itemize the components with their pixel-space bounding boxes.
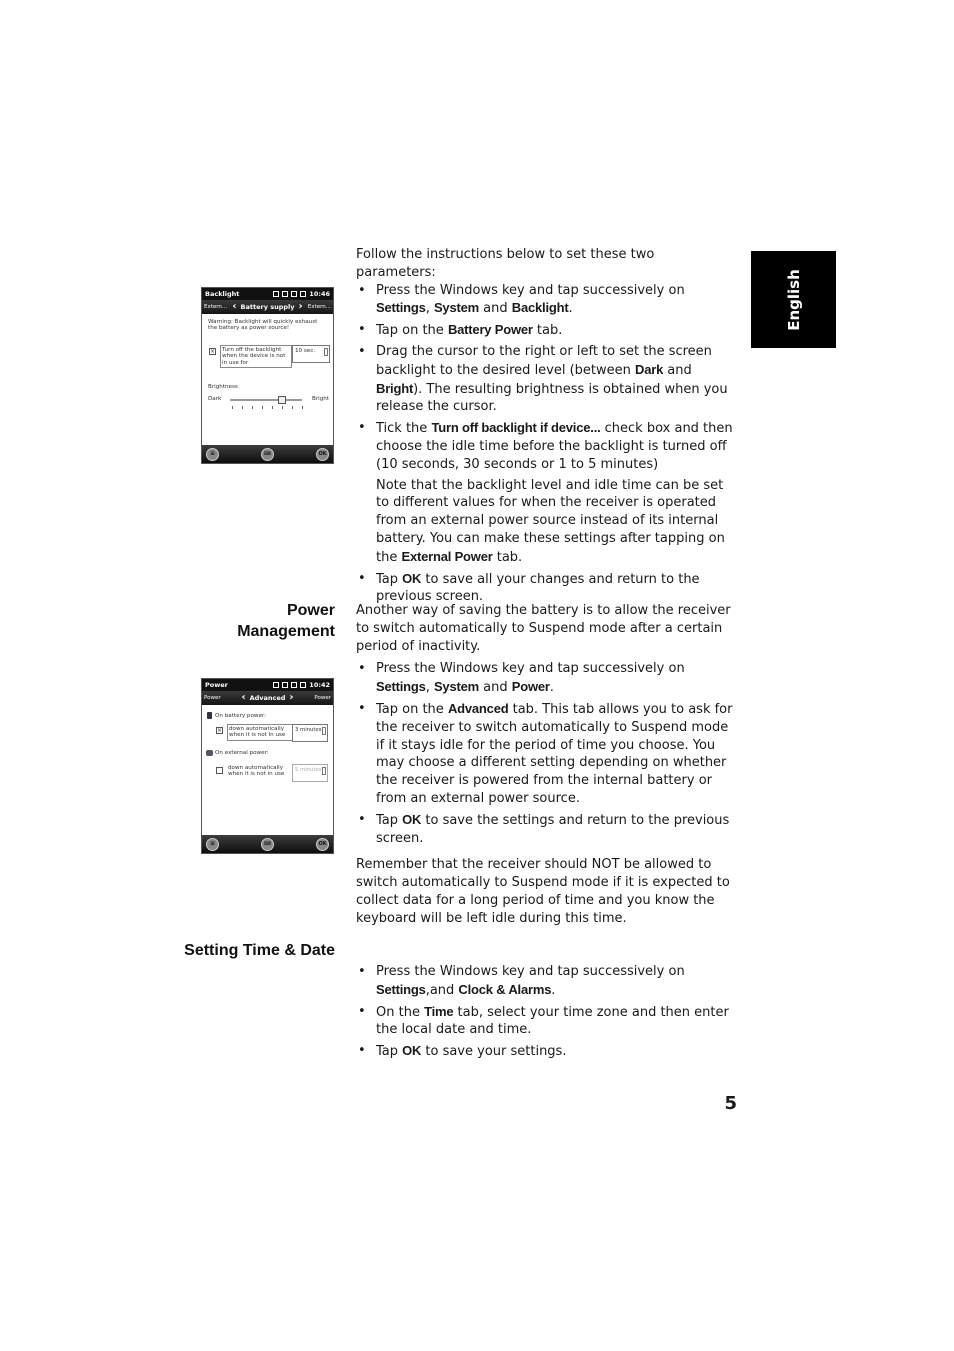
keyboard-icon[interactable]: ⌨ (261, 448, 274, 461)
list-item: • Drag the cursor to the right or left to set the screen backlight to the desired level (between Dark and Bright). The resulting brightness is obtained when you release the cursor. (356, 343, 736, 416)
battery-option-label: down automatically when it is not in use (227, 724, 293, 741)
plug-icon (206, 750, 213, 756)
windows-start-icon[interactable]: ⊞ (206, 838, 219, 851)
list-item: • Tap OK to save the settings and return to the previous screen. (356, 811, 736, 848)
connectivity-icon (273, 291, 279, 297)
chevron-left-icon[interactable]: ‹ (241, 692, 246, 703)
external-power-label: On external power: (215, 750, 269, 756)
screen-title: Backlight (205, 290, 240, 298)
volume-icon (291, 291, 297, 297)
bottom-bar (202, 835, 333, 853)
spinner-icon (322, 767, 326, 775)
language-tab (751, 251, 836, 348)
list-item: • Press the Windows key and tap successively on Settings, System and Power. (356, 660, 736, 697)
battery-icon (207, 712, 212, 719)
list-item: • Tick the Turn off backlight if device... check box and then choose the idle time before the backlight is turned off (10 seconds, 30 seconds or 1 to 5 minutes) Note that the backlight level and idle time can be set to different values for when the receiver is operated from an external power source instead of its internal battery. You can make these settings after tapping on the External Power tab. (356, 419, 736, 566)
keyboard-icon[interactable]: ⌨ (261, 838, 274, 851)
warning-text: Warning: Backlight will quickly exhaust the battery as power source! (208, 319, 318, 332)
slider-ticks (232, 406, 304, 409)
tab-advanced[interactable]: Advanced (249, 694, 286, 702)
language-tab-label: English (784, 268, 803, 331)
power-remember-note: Remember that the receiver should NOT be allowed to switch automatically to Suspend mode if it is expected to collect data for a long period of time and you know the keyboard will be left idle during this time. (356, 857, 730, 926)
status-bar (202, 679, 333, 691)
battery-icon (300, 682, 306, 688)
timeout-select[interactable] (292, 345, 330, 363)
power-steps (356, 660, 736, 847)
timeout-value: 10 sec. (295, 348, 316, 354)
tab-strip (202, 300, 333, 314)
brightness-slider-thumb[interactable] (278, 396, 286, 404)
battery-icon (300, 291, 306, 297)
clock-time: 10:42 (309, 681, 330, 689)
spinner-icon (322, 727, 326, 735)
external-timeout-value: 5 minutes (295, 767, 322, 773)
windows-start-icon[interactable]: ⊞ (206, 448, 219, 461)
chevron-right-icon[interactable]: › (298, 301, 303, 312)
list-item: • On the Time tab, select your time zone and then enter the local date and time. (356, 1003, 736, 1040)
backlight-instructions (356, 246, 736, 606)
battery-suspend-checkbox[interactable]: × (217, 727, 223, 734)
battery-power-label: On battery power: (215, 713, 266, 719)
list-item: • Tap on the Battery Power tab. (356, 321, 736, 340)
chevron-right-icon[interactable]: › (289, 692, 294, 703)
power-screenshot (201, 678, 334, 854)
battery-timeout-select[interactable] (292, 724, 328, 742)
chevron-left-icon[interactable]: ‹ (232, 301, 237, 312)
brightness-slider-track[interactable] (230, 399, 302, 401)
status-bar (202, 288, 333, 300)
external-timeout-select[interactable] (292, 764, 328, 782)
tab-power-right[interactable]: Power (314, 695, 331, 701)
list-item: • Press the Windows key and tap successively on Settings,and Clock & Alarms. (356, 963, 736, 1000)
time-steps (356, 963, 736, 1061)
power-management-heading: Power Management (237, 602, 335, 640)
backlight-note: Note that the backlight level and idle time can be set to different values for when the receiver is operated from an external power source instead of its internal battery. You can make these settings after tapping on the External Power tab. (376, 477, 725, 565)
spinner-icon (324, 348, 328, 356)
external-option-label: down automatically when it is not in use (228, 765, 285, 778)
volume-icon (291, 682, 297, 688)
tab-external-left[interactable]: Extern... (204, 304, 228, 310)
bright-label: Bright (312, 396, 329, 402)
connectivity-icon (273, 682, 279, 688)
tab-strip (202, 691, 333, 705)
brightness-label: Brightness (208, 384, 238, 390)
tab-battery-supply[interactable]: Battery supply (240, 303, 295, 311)
signal-icon (282, 682, 288, 688)
clock-time: 10:46 (309, 290, 330, 298)
tab-power-left[interactable]: Power (204, 695, 221, 701)
screen-title: Power (205, 681, 228, 689)
power-instructions (356, 602, 736, 928)
backlight-screenshot (201, 287, 334, 464)
bottom-bar (202, 445, 333, 463)
list-item: • Tap OK to save all your changes and return to the previous screen. (356, 570, 736, 607)
tab-external-right[interactable]: Extern... (307, 304, 331, 310)
ok-button[interactable]: OK (316, 448, 329, 461)
power-intro: Another way of saving the battery is to allow the receiver to switch automatically to Suspend mode after a certain period of inactivity. (356, 603, 731, 654)
list-item: • Press the Windows key and tap successively on Settings, System and Backlight. (356, 282, 736, 319)
list-item: • Tap on the Advanced tab. This tab allows you to ask for the receiver to switch automatically to Suspend mode if it stays idle for the period of time you choose. You may choose a different setting depending on whether the receiver is powered from the internal battery or from an external power source. (356, 700, 736, 808)
checkbox-label: Turn off the backlight when the device is not in use for (220, 345, 292, 368)
screen-content (202, 705, 333, 835)
backlight-steps (356, 282, 736, 607)
external-suspend-checkbox[interactable] (216, 767, 223, 774)
list-item: • Tap OK to save your settings. (356, 1042, 736, 1061)
screen-content (202, 314, 333, 445)
ok-button[interactable]: OK (316, 838, 329, 851)
dark-label: Dark (208, 396, 222, 402)
page-number: 5 (724, 1093, 737, 1114)
time-date-heading: Setting Time & Date (184, 942, 335, 959)
time-instructions (356, 963, 736, 1061)
signal-icon (282, 291, 288, 297)
battery-timeout-value: 3 minutes (295, 727, 322, 733)
backlight-intro: Follow the instructions below to set these two parameters: (356, 247, 655, 280)
backlight-checkbox[interactable]: × (210, 348, 216, 355)
